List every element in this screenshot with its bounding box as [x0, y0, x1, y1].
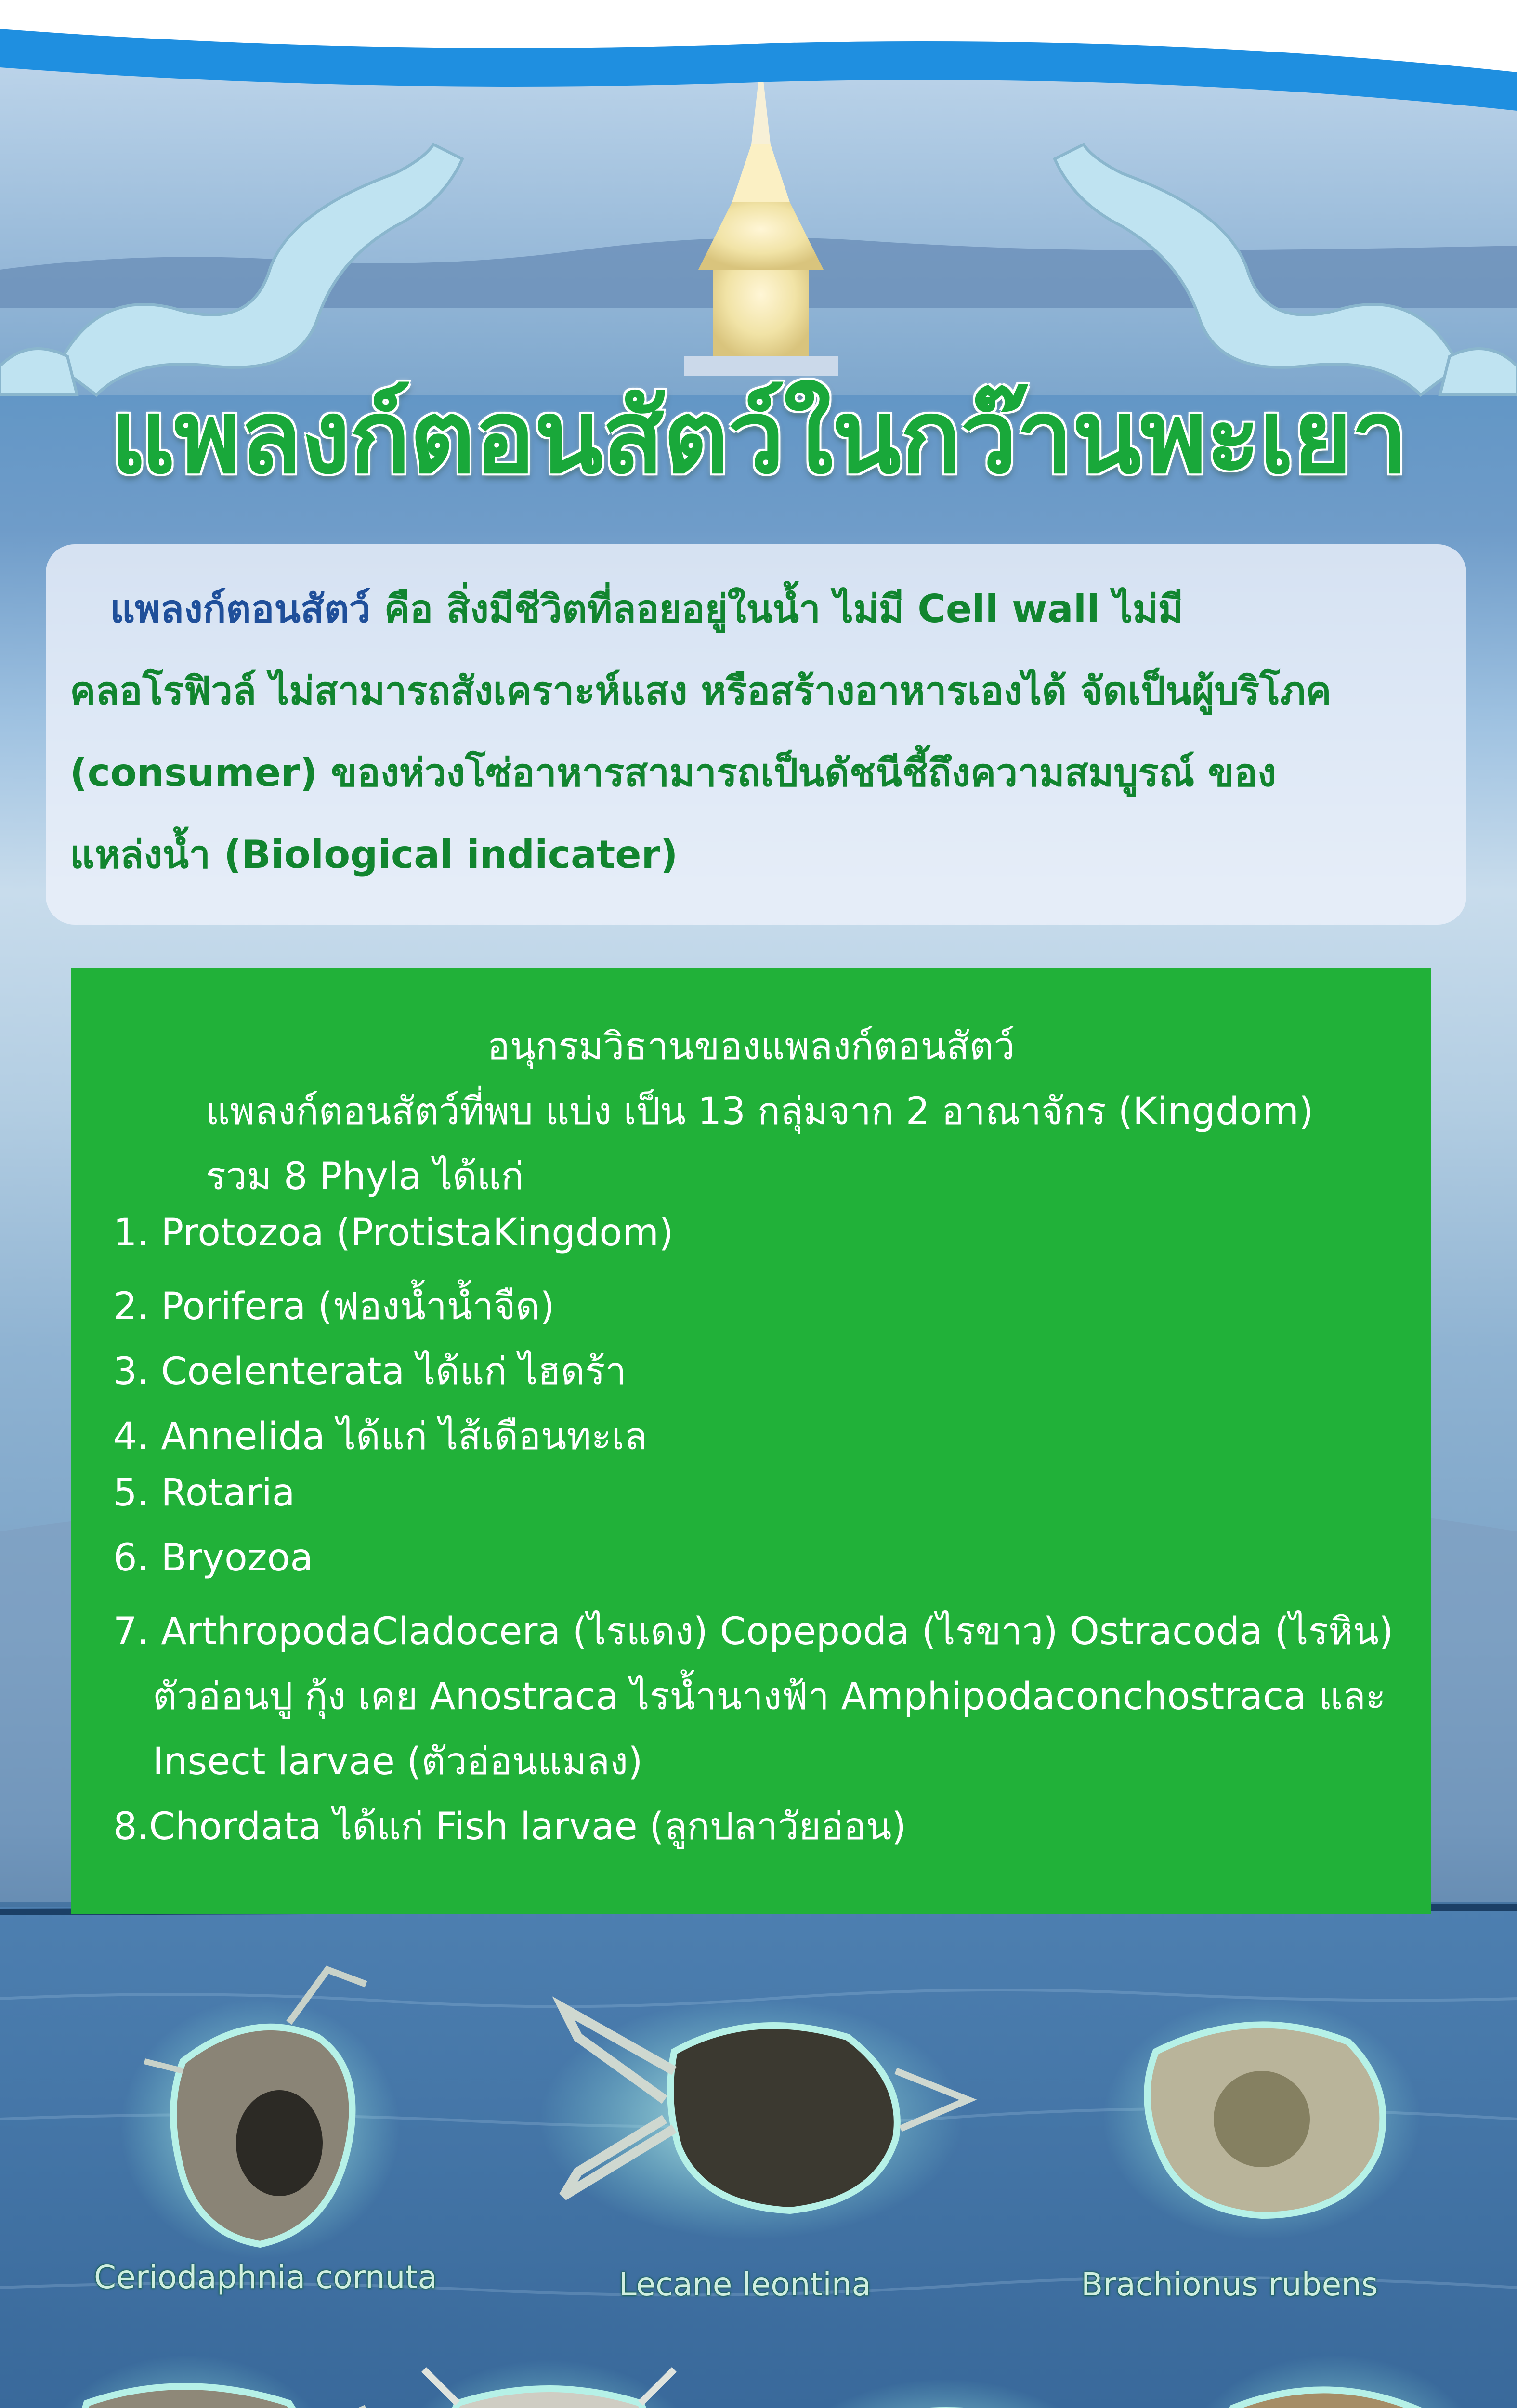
classification-heading: อนุกรมวิธานของแพลงก์ตอนสัตว์ [487, 1025, 1015, 1068]
intro-line-2: คลอโรฟิวล์ ไม่สามารถสังเคราะห์แสง หรือสร้างอาหารเองได้ จัดเป็นผู้บริโภค [70, 668, 1332, 713]
phylum-item: 1. Protozoa (ProtistaKingdom) [113, 1211, 674, 1255]
species-label: Brachionus rubens [1081, 2266, 1378, 2303]
phylum-item: 4. Annelida ได้แก่ ไส้เดือนทะเล [113, 1415, 648, 1458]
species-label: Lecane leontina [619, 2266, 872, 2303]
phylum-item: 8.Chordata ได้แก่ Fish larvae (ลูกปลาวัยอ่อน) [113, 1805, 906, 1848]
plankton-image-brachionus-rubens [1103, 1999, 1421, 2239]
intro-box [46, 544, 1466, 925]
phylum-item-continued: ตัวอ่อนปู กุ้ง เคย Anostraca ไรน้ำนางฟ้า Amphipodaconchostraca และ [153, 1675, 1386, 1718]
page-title: แพลงก์ตอนสัตว์ในกว๊านพะเยา [110, 378, 1407, 496]
intro-lead: แพลงก์ตอนสัตว์ [110, 587, 371, 631]
phylum-item: 6. Bryozoa [113, 1536, 314, 1580]
classification-panel [71, 968, 1431, 1914]
phylum-item: 2. Porifera (ฟองน้ำน้ำจืด) [113, 1285, 555, 1328]
classification-summary-2: รวม 8 Phyla ได้แก่ [206, 1155, 524, 1198]
classification-summary-1: แพลงก์ตอนสัตว์ที่พบ แบ่ง เป็น 13 กลุ่มจาก 2 อาณาจักร (Kingdom) [206, 1090, 1314, 1133]
phylum-item-continued: Insect larvae (ตัวอ่อนแมลง) [153, 1740, 643, 1783]
intro-line-4: แหล่งน้ำ (Biological indicater) [70, 832, 678, 877]
intro-line-1: แพลงก์ตอนสัตว์ คือ สิ่งมีชีวิตที่ลอยอยู่ในน้ำ ไม่มี Cell wall ไม่มี [110, 587, 1184, 631]
phylum-item: 7. ArthropodaCladocera (ไรแดง) Copepoda (ไรขาว) Ostracoda (ไรหิน) [113, 1610, 1394, 1653]
intro-line-3: (consumer) ของห่วงโซ่อาหารสามารถเป็นดัชนีชี้ถึงความสมบูรณ์ ของ [70, 750, 1276, 795]
phylum-item: 5. Rotaria [113, 1471, 295, 1515]
species-label: Ceriodaphnia cornuta [94, 2259, 437, 2296]
phylum-item: 3. Coelenterata ได้แก่ ไฮดร้า [113, 1350, 627, 1393]
